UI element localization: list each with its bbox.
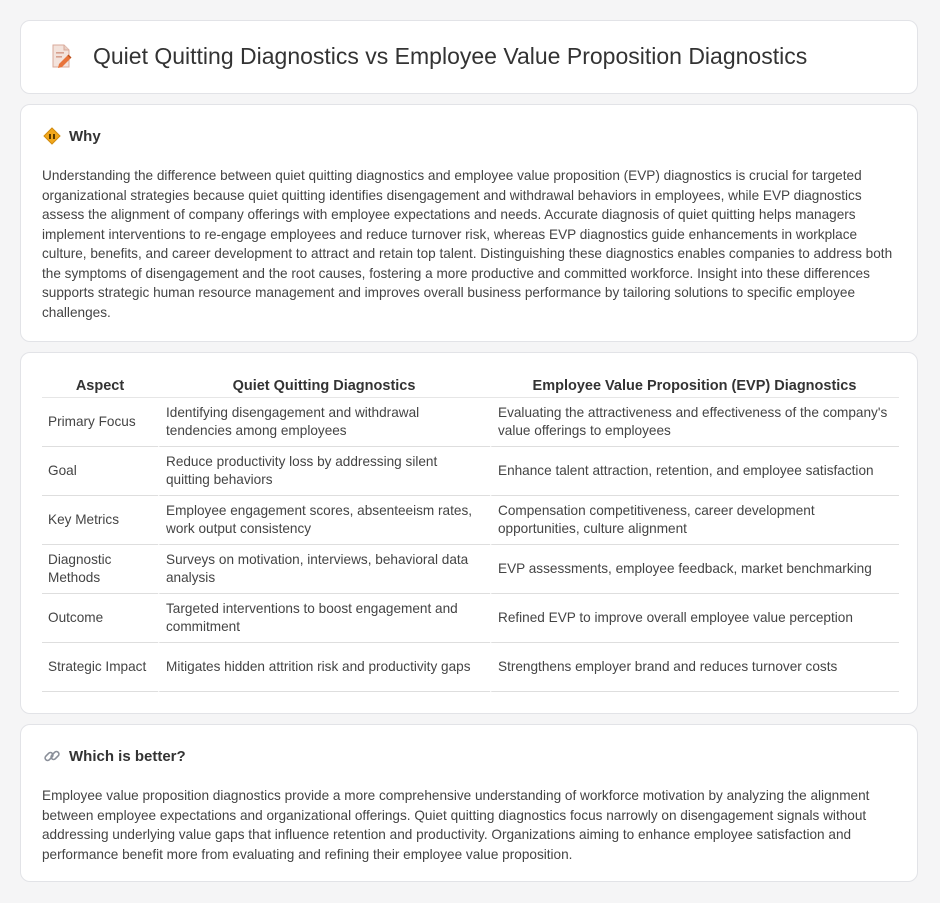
table-row bbox=[42, 545, 899, 594]
column-header-aspect: Aspect bbox=[42, 374, 158, 398]
why-paragraph: Understanding the difference between quiet quitting diagnostics and employee value proposition (EVP) diagnostics is crucial for targeted organizational strategies because quiet quitting identifies disengagement and withdrawal behaviors in employees, while EVP diagnostics assess the alignment of company offerings with employee expectations and needs. Accurate diagnosis of quiet quitting helps managers implement interventions to re-engage employees and reduce turnover risk, whereas EVP diagnostics guide enhancements in workplace culture, benefits, and career development to attract and retain top talent. Distinguishing these diagnostics enables companies to address both the symptoms of disengagement and the root causes, fostering a more productive and committed workforce. Insight into these differences supports strategic human resource management and improves overall business performance by tailoring solutions to specific employee challenges. bbox=[42, 168, 893, 320]
cell-quiet-quitting: Reduce productivity loss by addressing silent quitting behaviors bbox=[158, 447, 490, 496]
why-title: Why bbox=[69, 127, 101, 145]
header-card bbox=[20, 20, 918, 94]
page-title: Quiet Quitting Diagnostics vs Employee Value Proposition Diagnostics bbox=[93, 42, 808, 69]
cell-quiet-quitting: Surveys on motivation, interviews, behavioral data analysis bbox=[158, 545, 490, 594]
column-header-evp: Employee Value Proposition (EVP) Diagnostics bbox=[490, 374, 899, 398]
column-header-quiet-quitting: Quiet Quitting Diagnostics bbox=[158, 374, 490, 398]
cell-quiet-quitting: Identifying disengagement and withdrawal tendencies among employees bbox=[158, 398, 490, 447]
cell-evp: Refined EVP to improve overall employee value perception bbox=[490, 594, 899, 643]
document-edit-icon bbox=[47, 42, 75, 70]
table-header-row bbox=[42, 374, 899, 398]
why-heading bbox=[43, 127, 101, 145]
table-row bbox=[42, 447, 899, 496]
cell-quiet-quitting: Targeted interventions to boost engagement and commitment bbox=[158, 594, 490, 643]
cell-aspect: Primary Focus bbox=[42, 398, 158, 447]
which-is-better-section bbox=[20, 724, 918, 882]
better-title: Which is better? bbox=[69, 747, 186, 765]
cell-evp: Enhance talent attraction, retention, and employee satisfaction bbox=[490, 447, 899, 496]
cell-aspect: Outcome bbox=[42, 594, 158, 643]
table-row bbox=[42, 496, 899, 545]
table-row bbox=[42, 643, 899, 692]
cell-aspect: Key Metrics bbox=[42, 496, 158, 545]
cell-evp: EVP assessments, employee feedback, market benchmarking bbox=[490, 545, 899, 594]
cell-quiet-quitting: Employee engagement scores, absenteeism rates, work output consistency bbox=[158, 496, 490, 545]
cell-aspect: Diagnostic Methods bbox=[42, 545, 158, 594]
cell-aspect: Goal bbox=[42, 447, 158, 496]
table-row bbox=[42, 398, 899, 447]
diamond-sign-icon bbox=[43, 127, 61, 145]
cell-evp: Strengthens employer brand and reduces turnover costs bbox=[490, 643, 899, 692]
why-section bbox=[20, 104, 918, 342]
comparison-table bbox=[42, 374, 899, 692]
link-icon bbox=[43, 747, 61, 765]
table-row bbox=[42, 594, 899, 643]
title-row bbox=[47, 42, 807, 70]
cell-quiet-quitting: Mitigates hidden attrition risk and productivity gaps bbox=[158, 643, 490, 692]
cell-evp: Evaluating the attractiveness and effectiveness of the company's value offerings to employees bbox=[490, 398, 899, 447]
better-paragraph: Employee value proposition diagnostics provide a more comprehensive understanding of workforce motivation by analyzing the alignment between employee expectations and organizational offerings. Quiet quitting diagnostics focus narrowly on disengagement signals without addressing underlying value gaps that influence retention and productivity. Organizations aiming to enhance employee satisfaction and performance benefit more from evaluating and refining their employee value proposition. bbox=[42, 788, 870, 862]
cell-aspect: Strategic Impact bbox=[42, 643, 158, 692]
comparison-section bbox=[20, 352, 918, 714]
cell-evp: Compensation competitiveness, career development opportunities, culture alignment bbox=[490, 496, 899, 545]
better-heading bbox=[43, 747, 186, 765]
